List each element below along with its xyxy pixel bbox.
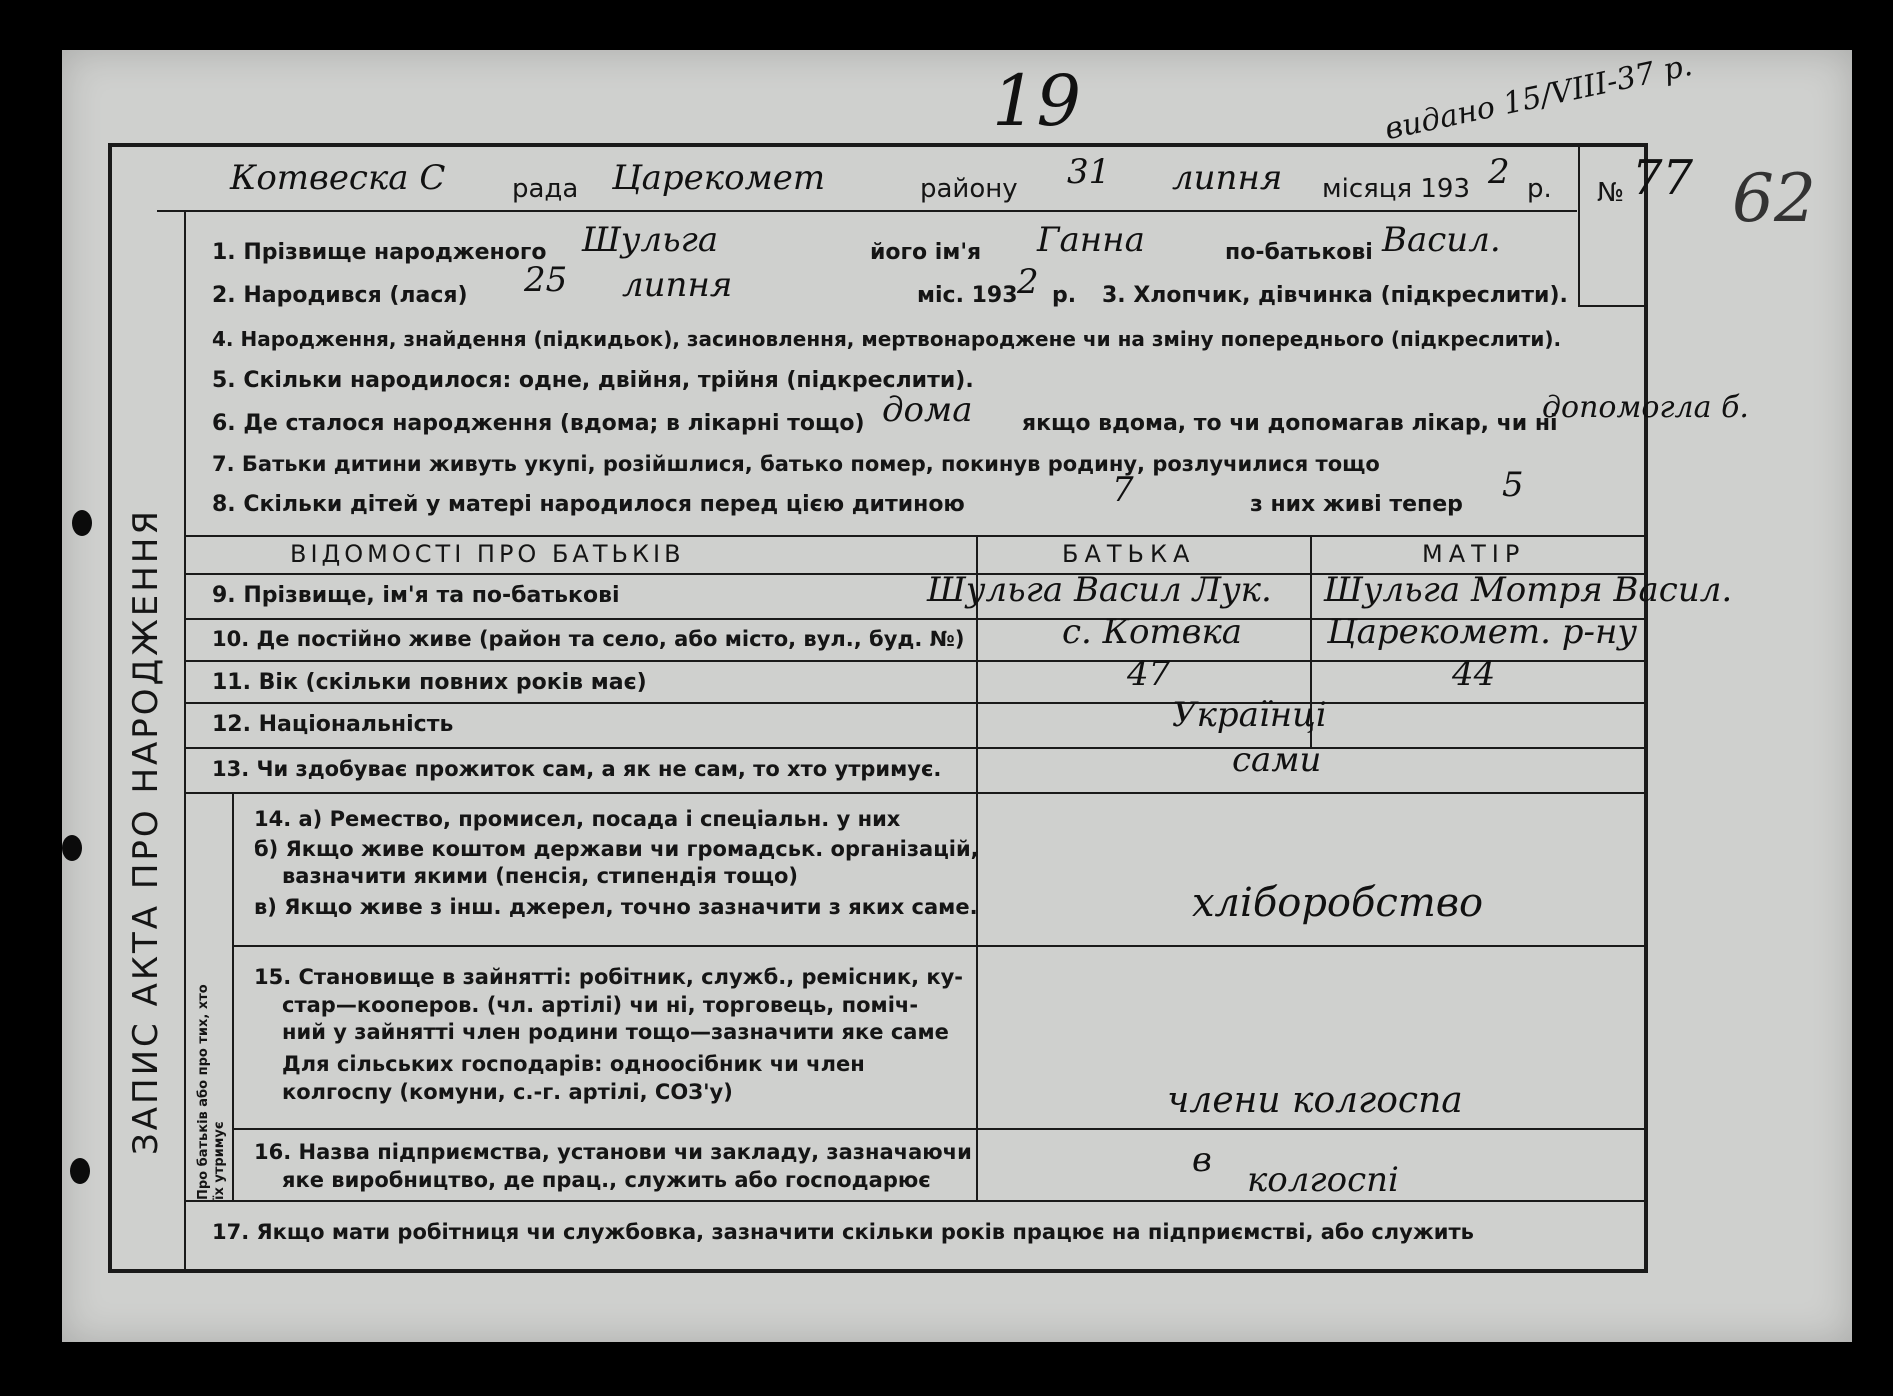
table-line [184,702,1648,704]
row7-label: 7. Батьки дитини живуть укупі, розійшлися, батько помер, покинув родину, розлучилися тощо [212,452,1380,476]
row16-handwritten-2: колгоспі [1247,1160,1399,1200]
top-number-handwritten: 19 [992,60,1082,142]
table-line [232,945,1648,947]
inner-left-border [184,210,186,1273]
row15-line4: Для сільських господарів: одноосібник чи член [282,1052,865,1076]
row9-mother-handwritten: Шульга Мотря Васил. [1324,570,1733,610]
row16-line2: яке виробництво, де прац., служить або господарює [282,1168,931,1192]
row14-line-b: б) Якщо живе коштом держави чи громадськ. організацій, [254,837,979,861]
row2-year-suffix: р. [1052,283,1077,308]
row8-alive-label: з них живі тепер [1250,492,1463,517]
punch-hole [72,510,92,536]
row15-line3: ний у зайнятті член родини тощо—зазначити яке саме [282,1020,949,1044]
row14-line-b2: вазначити якими (пенсія, стипендія тощо) [282,864,798,888]
header-year-suffix: р. [1527,174,1552,204]
row1-patr-label: по-батькові [1225,240,1373,265]
side-small-note: Про батьків або про тих, хто їх утримує [196,984,227,1200]
margin-number-handwritten: 62 [1732,160,1816,237]
number-box-bottom [1578,305,1648,307]
col-divider-1 [976,535,978,1200]
row6-label: 6. Де сталося народження (вдома; в лікарні тощо) [212,411,865,436]
header-month-label: місяця 193 [1322,174,1471,204]
number-box-left [1578,147,1580,305]
col2-header: БАТЬКА [1062,540,1196,568]
col3-header: МАТІР [1422,540,1526,568]
number-label: № [1597,178,1625,208]
row16-handwritten-1: в [1192,1140,1212,1180]
side-note-divider [232,792,234,1200]
row6-place-handwritten: дома [882,390,973,430]
table-line [232,1128,1648,1130]
table-top [184,535,1648,537]
row3-label: 3. Хлопчик, дівчинка (підкреслити). [1102,283,1568,308]
row11-mother-handwritten: 44 [1452,654,1496,694]
row12-both-handwritten: Українці [1172,695,1327,735]
row11-father-handwritten: 47 [1127,654,1171,694]
punch-hole [62,835,82,861]
row4-label: 4. Народження, знайдення (підкидьок), засиновлення, мертвонароджене чи на зміну попереднього (підкреслити). [212,327,1562,351]
row16-line1: 16. Назва підприємства, установи чи закладу, зазначаючи [254,1140,972,1164]
row1-patr-handwritten: Васил. [1382,220,1501,260]
row5-label: 5. Скільки народилося: одне, двійня, трійня (підкреслити). [212,368,974,393]
row6-doctor-label: якщо вдома, то чи допомагав лікар, чи ні [1022,411,1558,436]
row14-line-a: 14. а) Ремество, промисел, посада і спеціальн. у них [254,807,901,831]
rada-label: рада [512,174,579,204]
row8-label: 8. Скільки дітей у матері народилося перед цією дитиною [212,492,965,517]
row9-father-handwritten: Шульга Васил Лук. [927,570,1272,610]
table-line [184,660,1648,662]
row15-line2: стар—кооперов. (чл. артілі) чи ні, торговець, поміч- [282,993,919,1017]
header-month-handwritten: липня [1172,158,1283,198]
row9-label: 9. Прізвище, ім'я та по-батькові [212,583,620,608]
row10-mother-handwritten: Царекомет. р-ну [1327,612,1638,652]
punch-hole [70,1158,90,1184]
row13-both-handwritten: сами [1232,740,1322,780]
col1-header: ВІДОМОСТІ ПРО БАТЬКІВ [290,540,685,568]
table-line [184,747,1648,749]
row8-children-handwritten: 7 [1112,470,1134,510]
row2-month-handwritten: липня [622,265,733,305]
raion-label: району [920,174,1018,204]
table-line [184,1200,1648,1202]
row17-label: 17. Якщо мати робітниця чи службовка, зазначити скільки років працює на підприємстві, або служить [212,1220,1474,1244]
side-title: ЗАПИС АКТА ПРО НАРОДЖЕННЯ [126,508,166,1155]
row13-label: 13. Чи здобуває прожиток сам, а як не сам, то хто утримує. [212,757,942,781]
row10-label: 10. Де постійно живе (район та село, або місто, вул., буд. №) [212,627,965,651]
row15-line1: 15. Становище в зайнятті: робітник, служб., ремісник, ку- [254,965,964,989]
row1-surname-handwritten: Шульга [582,220,719,260]
rada-handwritten: Котвеска С [230,158,446,198]
row14-line-c: в) Якщо живе з інш. джерел, точно зазначити з яких саме. [254,895,978,919]
number-handwritten: 77 [1632,150,1694,206]
row15-line5: колгоспу (комуни, с.-г. артілі, СОЗ'у) [282,1080,733,1104]
header-underline [157,210,1577,212]
row11-label: 11. Вік (скільки повних років має) [212,670,647,695]
row14-handwritten: хліборобство [1192,880,1484,926]
row12-label: 12. Національність [212,712,454,737]
row2-mis-label: міс. 193 [917,283,1018,308]
row8-alive-handwritten: 5 [1502,465,1524,505]
row6-doctor-handwritten: допомогла б. [1542,390,1749,425]
issued-note-handwritten: видано 15/VIII-37 р. [1381,47,1696,148]
row2-label: 2. Народився (лася) [212,283,468,308]
raion-handwritten: Царекомет [612,158,826,198]
document-sheet [62,47,1852,1342]
row1-label: 1. Прізвище народженого [212,240,547,265]
header-day-handwritten: 31 [1067,152,1111,192]
row10-father-handwritten: с. Котвка [1062,612,1243,652]
table-line [184,792,1648,794]
row2-year-handwritten: 2 [1017,262,1039,302]
row15-handwritten: члени колгоспа [1167,1080,1463,1121]
row2-day-handwritten: 25 [524,260,568,300]
row1-name-handwritten: Ганна [1037,220,1145,260]
row1-name-label: його ім'я [870,240,982,265]
header-year-handwritten: 2 [1488,152,1510,192]
